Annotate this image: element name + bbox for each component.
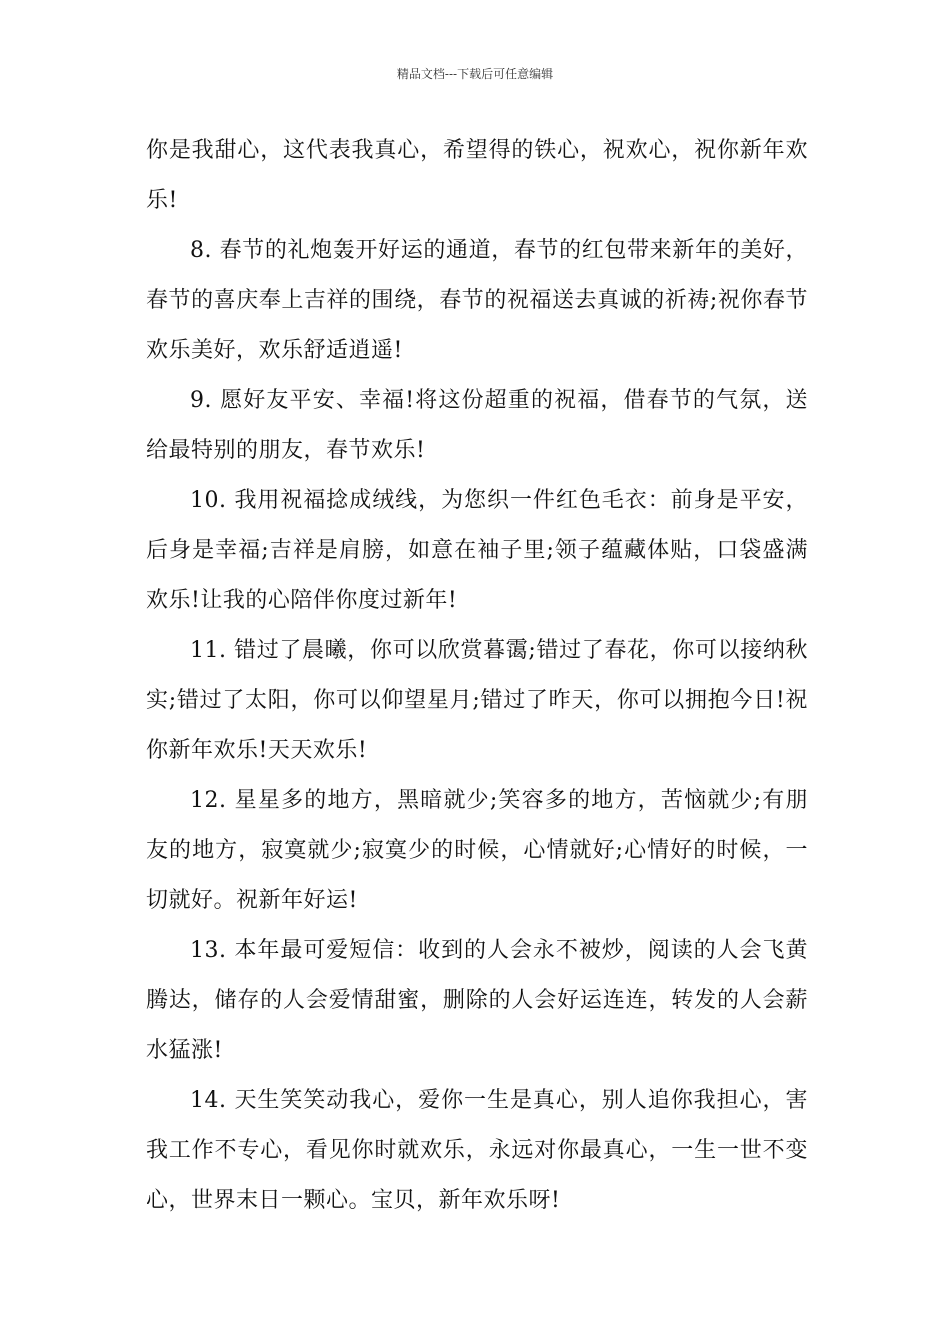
paragraph-item-14: 14. 天生笑笑动我心，爱你一生是真心，别人追你我担心，害我工作不专心，看见你时就欢乐，永远对你最真心，一生一世不变心，世界末日一颗心。宝贝，新年欢乐呀! (146, 1088, 808, 1213)
paragraph-item-12: 12. 星星多的地方，黑暗就少;笑容多的地方，苦恼就少;有朋友的地方，寂寞就少;寂寞少的时候，心情就好;心情好的时候，一切就好。祝新年好运! (146, 788, 808, 913)
paragraph-item-13: 13. 本年最可爱短信：收到的人会永不被炒，阅读的人会飞黄腾达，储存的人会爱情甜蜜，删除的人会好运连连，转发的人会薪水猛涨! (146, 938, 808, 1063)
paragraph-item-10: 10. 我用祝福捻成绒线，为您织一件红色毛衣：前身是平安，后身是幸福;吉祥是肩膀，如意在袖子里;领子蕴藏体贴，口袋盛满欢乐!让我的心陪伴你度过新年! (146, 488, 808, 613)
page-header: 精品文档---下载后可任意编辑 (396, 67, 554, 81)
paragraph-item-9: 9. 愿好友平安、幸福!将这份超重的祝福，借春节的气氛，送给最特别的朋友，春节欢乐! (146, 388, 808, 463)
document-body (146, 126, 808, 1226)
paragraph-item-8: 8. 春节的礼炮轰开好运的通道，春节的红包带来新年的美好，春节的喜庆奉上吉祥的围绕，春节的祝福送去真诚的祈祷;祝你春节欢乐美好，欢乐舒适逍遥! (146, 238, 808, 363)
paragraph-item-11: 11. 错过了晨曦，你可以欣赏暮霭;错过了春花，你可以接纳秋实;错过了太阳，你可以仰望星月;错过了昨天，你可以拥抱今日!祝你新年欢乐!天天欢乐! (146, 638, 808, 763)
paragraph-continuation: 你是我甜心，这代表我真心，希望得的铁心，祝欢心，祝你新年欢乐! (146, 138, 808, 213)
